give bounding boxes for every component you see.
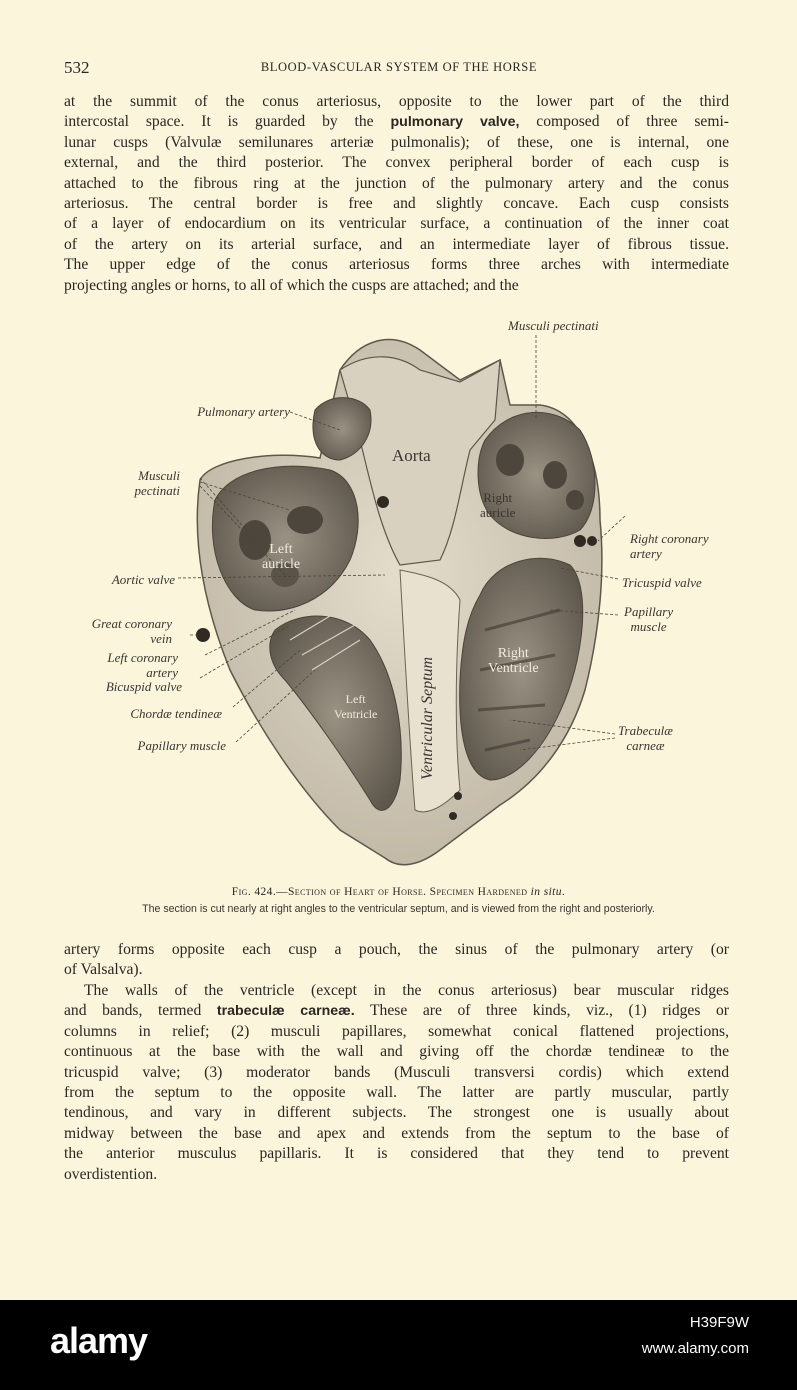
- bold-term: pulmonary valve,: [390, 114, 520, 131]
- label-right-coronary-artery: Right coronary artery: [630, 531, 709, 561]
- watermark-logo: alamy: [50, 1320, 148, 1361]
- text-line: [64, 1083, 729, 1103]
- figure-caption-description: The section is cut nearly at right angles to the ventricular septum, and is viewed from the right and posteriorly.: [142, 903, 655, 915]
- figure-title: —Section of Heart of Horse. Specimen Hardened: [276, 886, 531, 898]
- heart-section-illustration: [40, 310, 760, 880]
- text-run: of a layer of endocardium on its ventricular surface, a continuation of the inner coat: [64, 215, 729, 233]
- label-aortic-valve: Aortic valve: [111, 572, 175, 587]
- label-great-coronary-vein: Great coronary vein: [91, 616, 172, 646]
- label-left-coronary-artery: Left coronary artery: [107, 650, 178, 680]
- text-run: These are of three kinds, viz., (1) ridges or: [354, 1002, 729, 1020]
- text-run: The upper edge of the conus arteriosus forms three arches with intermediate: [64, 256, 729, 274]
- text-line: [64, 960, 729, 980]
- text-line: [64, 1165, 729, 1185]
- text-line: [64, 235, 729, 255]
- running-head: BLOOD-VASCULAR SYSTEM OF THE HORSE: [260, 60, 538, 74]
- text-line: [64, 153, 729, 173]
- label-papillary-muscle-right: Papillary muscle: [624, 604, 674, 634]
- text-run: intercostal space. It is guarded by the: [64, 113, 391, 131]
- figure-title-end: .: [561, 886, 566, 898]
- watermark-image-id: H39F9W: [689, 1314, 749, 1331]
- inscription-right-ventricle: Right Ventricle: [488, 646, 539, 676]
- text-run: of the artery on its arterial surface, and an intermediate layer of fibrous tissue.: [64, 235, 729, 253]
- paragraph-bottom-2: [64, 981, 729, 1185]
- text-run: of Valsalva).: [64, 961, 143, 979]
- label-musculi-pectinati-top: Musculi pectinati: [508, 318, 599, 333]
- text-line: [64, 1144, 729, 1164]
- text-line: [64, 112, 729, 132]
- text-run: and bands, termed: [64, 1002, 217, 1020]
- inscription-left-auricle: Left auricle: [262, 542, 301, 572]
- text-line: [64, 133, 729, 153]
- text-line: [64, 1103, 729, 1123]
- text-run: external, and the third posterior. The convex peripheral border of each cusp is: [64, 154, 729, 172]
- figure-number: Fig. 424.: [231, 886, 277, 898]
- label-chordae-tendineae: Chordæ tendineæ: [130, 706, 222, 721]
- label-tricuspid-valve: Tricuspid valve: [622, 575, 702, 590]
- watermark-url: www.alamy.com: [641, 1340, 749, 1357]
- label-musculi-pectinati-left: Musculi pectinati: [134, 468, 180, 498]
- figure-caption-title: [0, 886, 797, 898]
- label-trabeculae-carneae: Trabeculæ carneæ: [618, 723, 673, 753]
- text-line: [64, 940, 729, 960]
- text-run: tricuspid valve; (3) moderator bands (Musculi transversi cordis) which extend: [64, 1063, 729, 1081]
- text-run: columns in relief; (2) musculi papillares, somewhat conical flattened projections,: [64, 1022, 729, 1040]
- label-papillary-muscle-left: Papillary muscle: [137, 738, 226, 753]
- bold-term: trabeculæ carneæ.: [216, 1003, 355, 1020]
- text-line: [64, 174, 729, 194]
- text-run: at the summit of the conus arteriosus, opposite to the lower part of the third: [64, 93, 729, 110]
- paragraph-bottom-1: [64, 940, 729, 981]
- text-run: artery forms opposite each cusp a pouch, the sinus of the pulmonary artery (or: [64, 941, 729, 958]
- inscription-left-ventricle: Left Ventricle: [334, 692, 378, 721]
- page-header: [64, 58, 734, 80]
- text-run: midway between the base and apex and extends from the septum to the base of: [64, 1124, 729, 1142]
- inscription-right-auricle: Right auricle: [480, 490, 516, 520]
- text-run: the anterior musculus papillaris. It is considered that they tend to prevent: [64, 1145, 729, 1163]
- text-line: [64, 194, 729, 214]
- page-number: 532: [64, 58, 90, 77]
- text-run: attached to the fibrous ring at the junction of the pulmonary artery and the conus: [64, 174, 729, 192]
- text-line: [64, 1022, 729, 1042]
- watermark-bar: [0, 1300, 797, 1390]
- inscription-ventricular-septum: Ventricular Septum: [419, 656, 436, 780]
- text-line: [64, 1001, 729, 1021]
- inscription-aorta: Aorta: [392, 446, 431, 465]
- text-run: The walls of the ventricle (except in the conus arteriosus) bear muscular ridges: [84, 982, 729, 999]
- paragraph-top: [64, 92, 729, 296]
- figure-title-italic: in situ: [530, 886, 562, 898]
- text-line: [64, 1063, 729, 1083]
- text-line: [64, 1124, 729, 1144]
- text-line: [64, 214, 729, 234]
- label-pulmonary-artery: Pulmonary artery: [197, 404, 290, 419]
- text-line: [64, 255, 729, 275]
- label-bicuspid-valve: Bicuspid valve: [105, 679, 182, 694]
- text-run: lunar cusps (Valvulæ semilunares arteriæ pulmonalis); of these, one is internal, one: [64, 133, 729, 151]
- text-run: composed of three semi-: [519, 113, 729, 131]
- text-run: projecting angles or horns, to all of which the cusps are attached; and the: [64, 276, 519, 294]
- text-run: overdistention.: [64, 1165, 158, 1183]
- text-run: continuous at the base with the wall and giving off the chordæ tendineæ to the: [64, 1043, 729, 1061]
- text-line: [64, 92, 729, 112]
- text-run: from the septum to the opposite wall. The latter are partly muscular, partly: [64, 1084, 729, 1102]
- text-line: [64, 981, 729, 1001]
- heart-section-figure: [40, 310, 760, 880]
- text-line: [64, 1042, 729, 1062]
- text-run: tendinous, and vary in different subjects. The strongest one is usually about: [64, 1104, 729, 1122]
- text-line: [64, 276, 729, 296]
- text-run: arteriosus. The central border is free and slightly concave. Each cusp consists: [64, 195, 729, 213]
